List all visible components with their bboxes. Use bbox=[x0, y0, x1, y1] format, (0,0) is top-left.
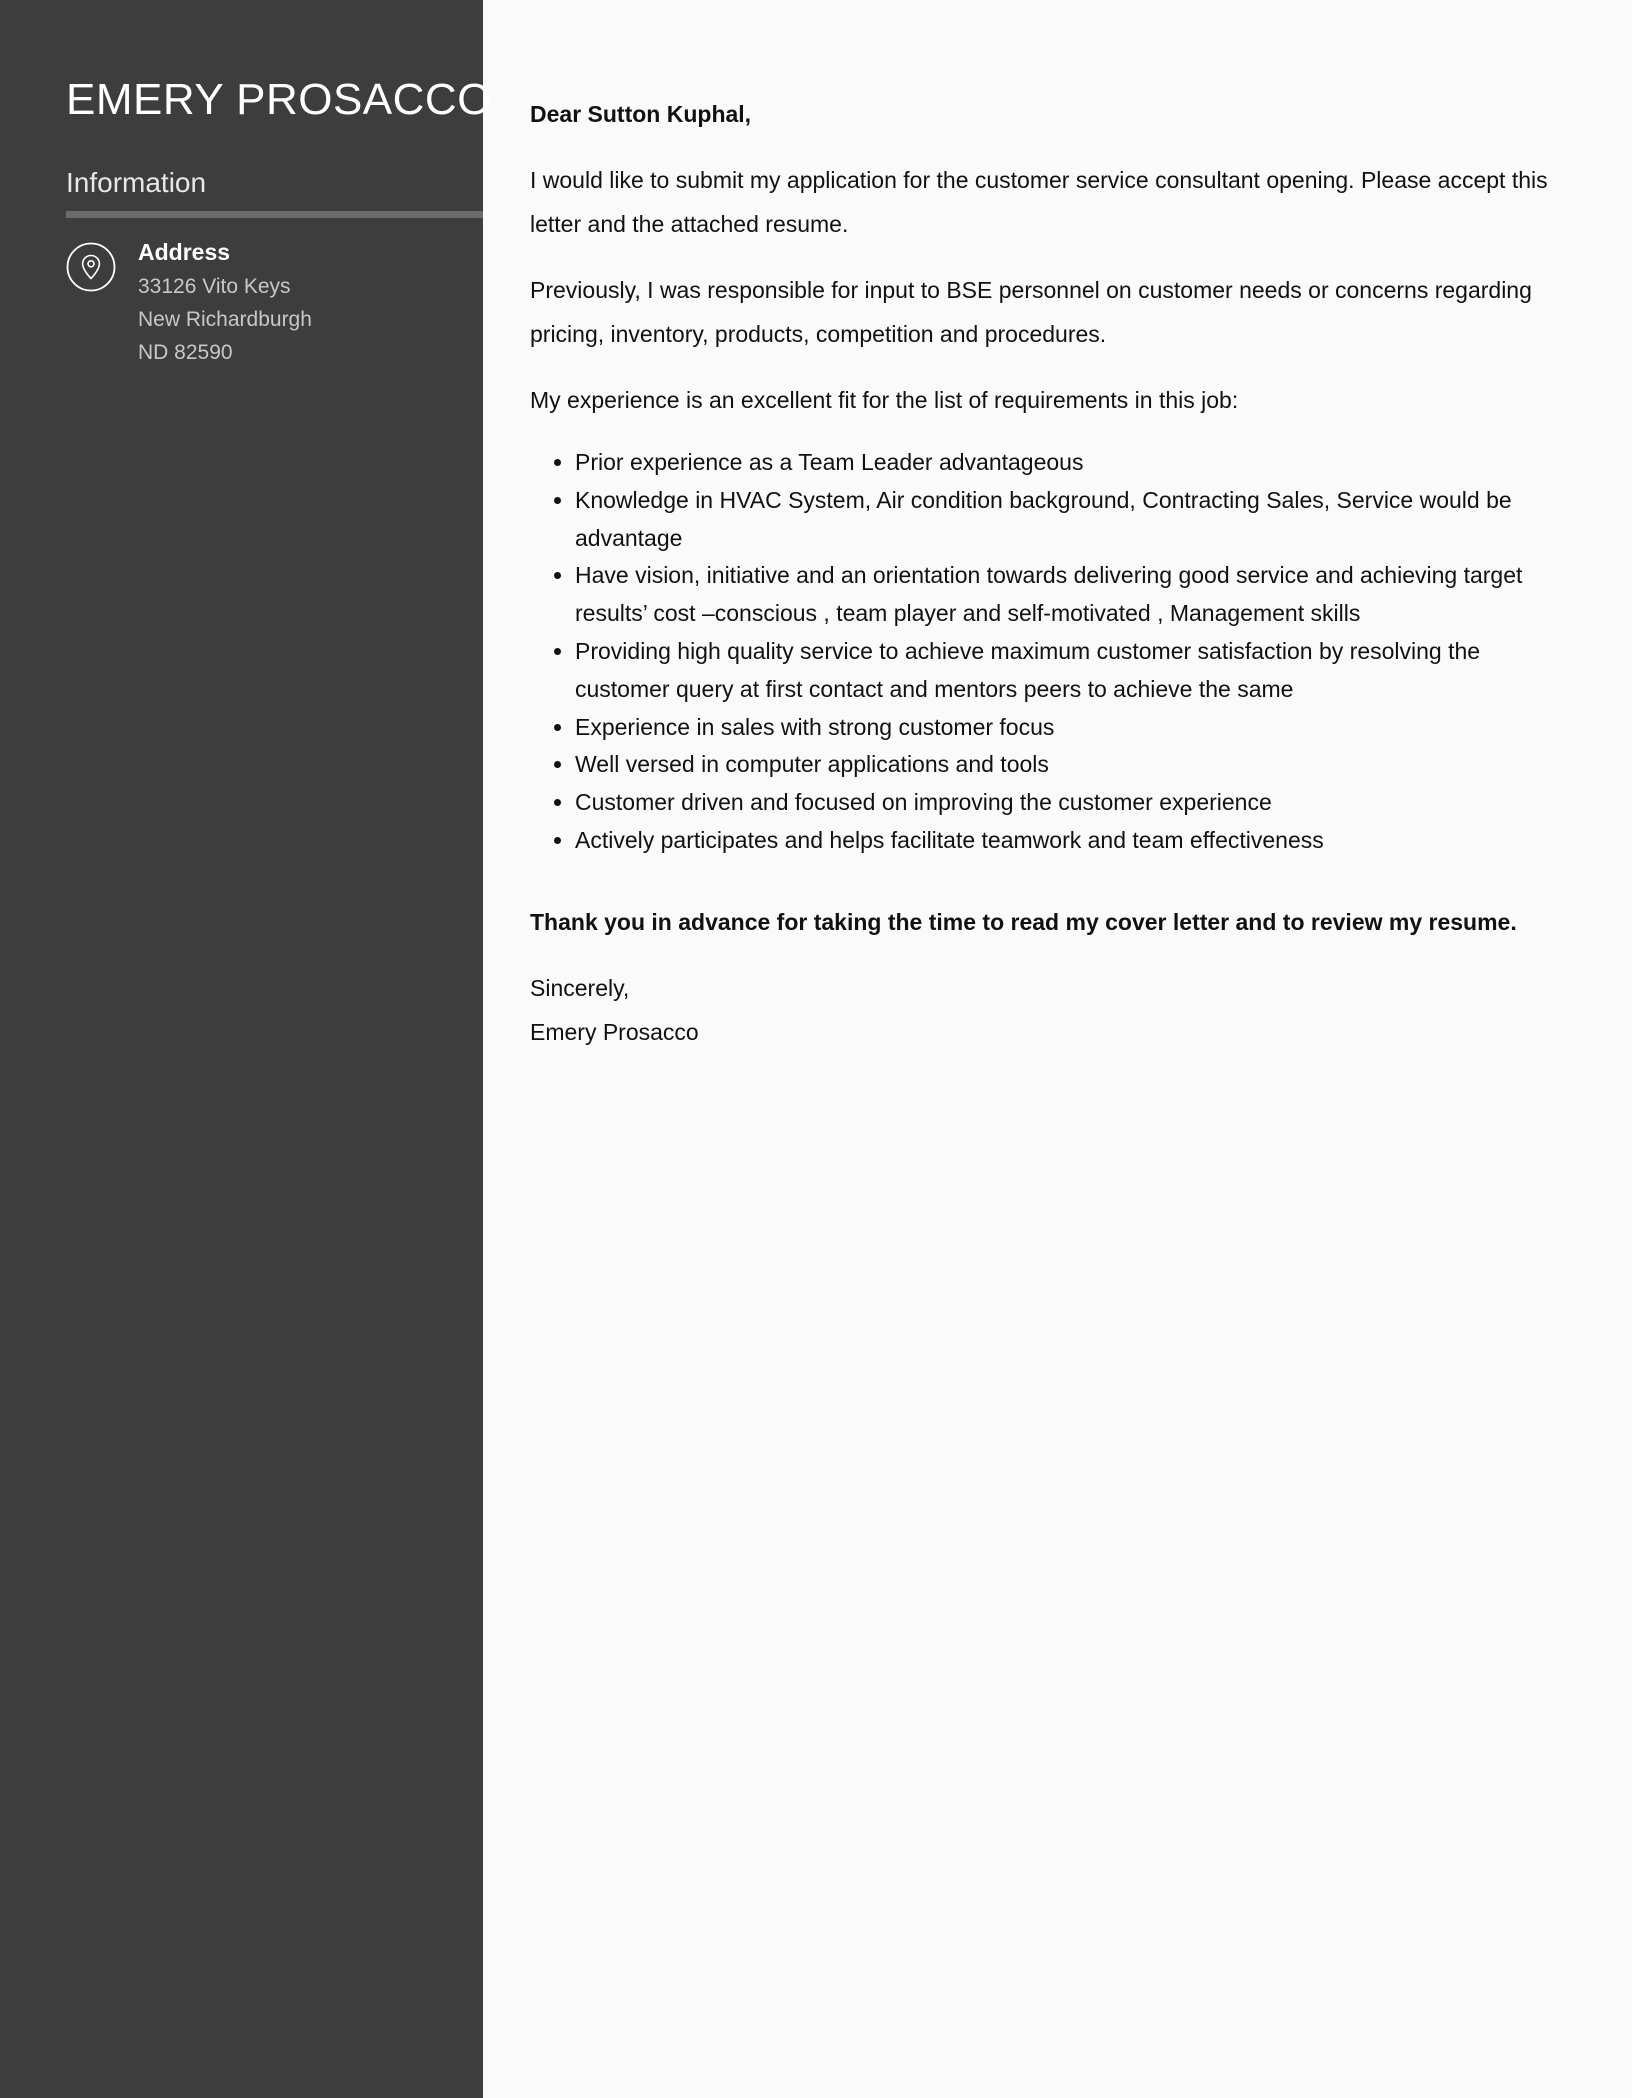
letter-body bbox=[530, 92, 1560, 1076]
sidebar bbox=[0, 0, 492, 2098]
applicant-name: EMERY PROSACCO bbox=[66, 75, 492, 124]
list-item: • Knowledge in HVAC System, Air condition background, Contracting Sales, Service would be advantage bbox=[575, 482, 1560, 558]
location-pin-icon bbox=[66, 242, 116, 292]
address-line-state-zip: ND 82590 bbox=[138, 341, 233, 364]
list-item: • Actively participates and helps facilitate teamwork and team effectiveness bbox=[575, 822, 1560, 860]
letter-signoff bbox=[530, 966, 1560, 1054]
address-line-street: 33126 Vito Keys bbox=[138, 275, 291, 298]
address-line-city: New Richardburgh bbox=[138, 308, 312, 331]
signature-name: Emery Prosacco bbox=[530, 1018, 699, 1045]
letter-paragraph-fit: My experience is an excellent fit for the list of requirements in this job: bbox=[530, 387, 1239, 413]
address-label: Address bbox=[138, 239, 231, 265]
list-item: • Providing high quality service to achieve maximum customer satisfaction by resolving the customer query at first contact and mentors peers to achieve the same bbox=[575, 633, 1560, 709]
address-lines bbox=[138, 270, 312, 369]
letter-greeting: Dear Sutton Kuphal, bbox=[530, 101, 752, 127]
signoff-phrase: Sincerely, bbox=[530, 974, 630, 1001]
letter-closing: Thank you in advance for taking the time to read my cover letter and to review my resume. bbox=[530, 908, 1517, 935]
list-item: • Prior experience as a Team Leader advantageous bbox=[575, 444, 1560, 482]
list-item: • Well versed in computer applications and tools bbox=[575, 746, 1560, 784]
letter-paragraph-intro: I would like to submit my application for the customer service consultant opening. Please accept this letter and the attached resume. bbox=[530, 167, 1548, 237]
list-item: • Experience in sales with strong customer focus bbox=[575, 709, 1560, 747]
list-item: • Have vision, initiative and an orientation towards delivering good service and achieving target results’ cost –conscious , team player and self-motivated , Management skills bbox=[575, 557, 1560, 633]
list-item: • Customer driven and focused on improving the customer experience bbox=[575, 784, 1560, 822]
section-divider bbox=[66, 211, 483, 218]
information-heading: Information bbox=[66, 167, 207, 198]
letter-paragraph-previous-role: Previously, I was responsible for input to BSE personnel on customer needs or concerns regarding pricing, inventory, products, competition and procedures. bbox=[530, 277, 1532, 347]
requirements-list bbox=[530, 444, 1560, 860]
